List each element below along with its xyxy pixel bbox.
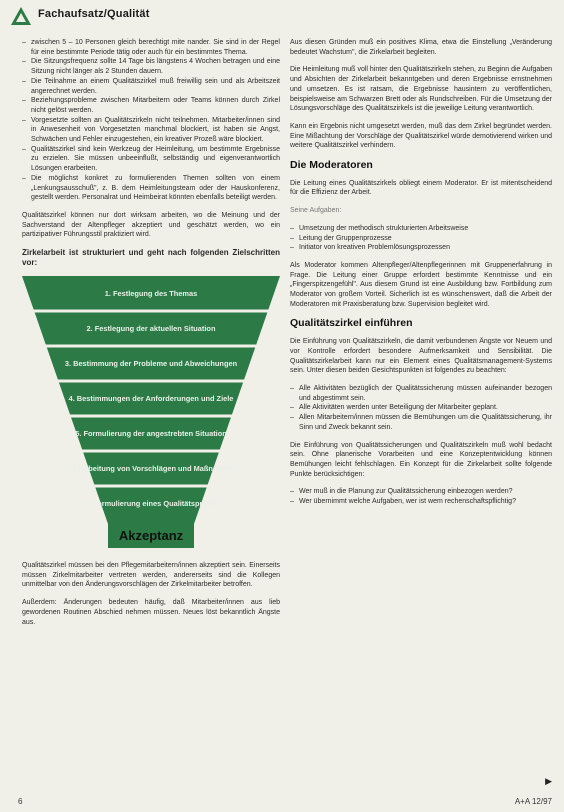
list-item: – Wer übernimmt welche Aufgaben, wer ist wem rechenschaftspflichtig? — [290, 497, 552, 507]
list-item: – Beziehungsprobleme zwischen Mitarbeitern oder Teams können durch Zirkel nicht gelöst werden. — [22, 96, 280, 115]
funnel-step-2: 2. Festlegung der aktuellen Situation — [86, 324, 216, 334]
list-item: – zwischen 5 – 10 Personen gleich berechtigt mite nander. Sie sind in der Regel für eine bestimmte Periode tätig oder auch für ein bestimmtes Thema. — [22, 38, 280, 57]
paragraph: Die Leitung eines Qualitätszirkels obliegt einem Moderator. Er ist mitentscheidend für die Effizienz der Arbeit. — [290, 179, 552, 197]
left-column — [22, 38, 280, 635]
list-item: – Alle Aktivitäten werden unter Beteiligung der Mitarbeiter geplant. — [290, 403, 552, 413]
paragraph: Kann ein Ergebnis nicht umgesetzt werden, muß das dem Zirkel begründet werden. Eine Mißachtung der Vorschläge der Qualitätszirkel würde demotivierend wirken und weitere Qualitätszirkel verhindern. — [290, 122, 552, 150]
akzeptanz-label — [108, 524, 194, 548]
funnel-step-6: 6. Erarbeitung von Vorschlägen und Maßnahmen — [65, 464, 237, 474]
continue-arrow-icon: ▶ — [545, 776, 552, 786]
akzeptanz-text: Akzeptanz — [118, 528, 184, 544]
intro-list — [22, 38, 280, 203]
paragraph: Qualitätszirkel müssen bei den Pflegemitarbeitern/innen akzeptiert sein. Einerseits müssen Zirkelmitarbeiter vertreten werden, andererseits sind die Kollegen unmittelbar von den Änderungsvorschlägen der Zirkelmitarbeiter betroffen. — [22, 562, 280, 589]
paragraph: Aus diesen Gründen muß ein positives Klima, etwa die Einstellung „Veränderung bedeutet Wachstum", die Zirkelarbeit begleiten. — [290, 39, 552, 56]
funnel-step-3: 3. Bestimmung der Probleme und Abweichungen — [64, 359, 238, 369]
funnel-step-7: 7. Formulierung eines Qualitätsprofils — [84, 499, 218, 509]
paragraph: Die Einführung von Qualitätssicherungen und Qualitätszirkeln muß wohl bedacht sein. Ohne planerische Vorarbeiten und eine Konzeptentwicklung können Bemühungen leicht fehlschlagen. Ein Konzept für die Zirkelarbeit sollte folgende Punkte berücksichtigen: — [290, 441, 552, 478]
logo-triangle-icon — [10, 6, 32, 26]
funnel-step-5: 5. Formulierung der angestrebten Situation — [75, 429, 227, 439]
paragraph: Die Heimleitung muß voll hinter den Qualitätszirkeln stehen, zu Beginn die Aufgaben und Absichten der Zirkelarbeit bekanntgeben und deren Ergebnisse ernstnehmen und umsetzen. Es ist ratsam, die Ergebnisse hausintern zu veröffentlichen, beispielsweise am Schwarzen Brett oder als Rundschreiben. Für die Umsetzung der Lösungsvorschläge des Qualitätszirkels ist die jeweilige Leitung verantwortlich. — [290, 66, 552, 113]
heading-moderatoren: Die Moderatoren — [290, 159, 373, 172]
section-title: Fachaufsatz/Qualität — [38, 8, 150, 20]
list-item: – Qualitätszirkel sind kein Werkzeug der Heimleitung, um bestimmte Ergebnisse zu erzielen. Sie müssen unbeeinflußt, selbständig und eigenverantwortlich Lösungen erarbeiten. — [22, 145, 280, 174]
einfuehren-list — [290, 384, 552, 433]
funnel-step-4: 4. Bestimmungen der Anforderungen und Ziele — [68, 394, 234, 404]
paragraph: Qualitätszirkel können nur dort wirksam arbeiten, wo die Meinung und der Sachverstand der Altenpfleger akzeptiert und geschätzt werden, wo ein partizipativer Führungsstil praktiziert wird. — [22, 211, 280, 239]
list-item: – Umsetzung der methodisch strukturierten Arbeitsweise — [290, 224, 552, 234]
page-header — [0, 0, 564, 32]
heading-einfuehren: Qualitätszirkel einführen — [290, 317, 413, 330]
paragraph: Die Einführung von Qualitätszirkeln, die damit verbundenen Ängste vor Neuem und vor Kontrolle erfordert besondere Aufmerksamkeit und Sensibilität. Die Qualitätszirkelarbeit kann nur ein Element eines Qualitätsmanagement-Systems sein. Unter diesen beiden Gesichtspunkten ist folgendes zu beachten: — [290, 338, 552, 375]
subheading: Seine Aufgaben: — [290, 207, 342, 215]
paragraph: Außerdem: Änderungen bedeuten häufig, daß Mitarbeiter/innen aus lieb gewordenen Routinen Abschied nehmen müssen. Neues löst bekanntlich Ängste aus. — [22, 599, 280, 626]
funnel-step-1: 1. Festlegung des Themas — [104, 289, 198, 299]
list-item: – Allen Mitarbeitern/innen müssen die Bemühungen um die Qualitätssicherung, ihr Sinn und Zweck bekannt sein. — [290, 413, 552, 432]
list-item: – Vorgesetzte sollten an Qualitätszirkeln nicht teilnehmen. Mitarbeiter/innen sind in Anwesenheit von Vorgesetzten manchmal blockiert, ist haben sie Angst, Schwächen und Fehler einzugestehen, ein kreativer Prozeß wäre blockiert. — [22, 116, 280, 145]
funnel-shape — [22, 276, 280, 551]
paragraph: Als Moderator kommen Altenpfleger/Altenpflegerinnen mit Gruppenerfahrung in Frage. Die Leitung einer Gruppe erfordert bestimmte Kenntnisse und ein „Fingerspitzengefühl". Aus diesem Grund ist eine Ausbildung bzw. Fortbildung zum Moderator von großem Vorteil. Sicherlich ist es wünschenswert, daß die Arbeit der Moderatoren mit Praxisberatung bzw. Supervision begleitet wird. — [290, 261, 552, 308]
list-item: – Die Sitzungsfrequenz sollte 14 Tage bis längstens 4 Wochen betragen und eine Sitzung nicht länger als 2 Stunden dauern. — [22, 57, 280, 76]
list-item: – Alle Aktivitäten bezüglich der Qualitätssicherung müssen aufeinander bezogen und abgestimmt sein. — [290, 384, 552, 403]
list-item: – Wer muß in die Planung zur Qualitätssicherung einbezogen werden? — [290, 487, 552, 497]
right-column — [290, 38, 552, 515]
magazine-issue: A+A 12/97 — [514, 797, 552, 806]
list-item: – Leitung der Gruppenprozesse — [290, 234, 552, 244]
moderator-tasks-list — [290, 224, 552, 253]
list-item: – Initiator von kreativen Problemlösungsprozessen — [290, 243, 552, 253]
lead-text: Zirkelarbeit ist strukturiert und geht nach folgenden Zielschritten vor: — [22, 248, 280, 268]
funnel-diagram — [22, 276, 280, 551]
questions-list — [290, 487, 552, 506]
page-number: 6 — [18, 797, 23, 806]
list-item: – Die möglichst konkret zu formulierenden Themen sollten von einem „Lenkungsausschuß", z. B. dem Heimleitungsteam oder der Hauskonferenz, gestellt werden. Personalrat und Heimbeirat könnten ebenfalls beteiligt werden. — [22, 174, 280, 203]
list-item: – Die Teilnahme an einem Qualitätszirkel muß freiwillig sein und als Arbeitszeit angerechnet werden. — [22, 77, 280, 96]
